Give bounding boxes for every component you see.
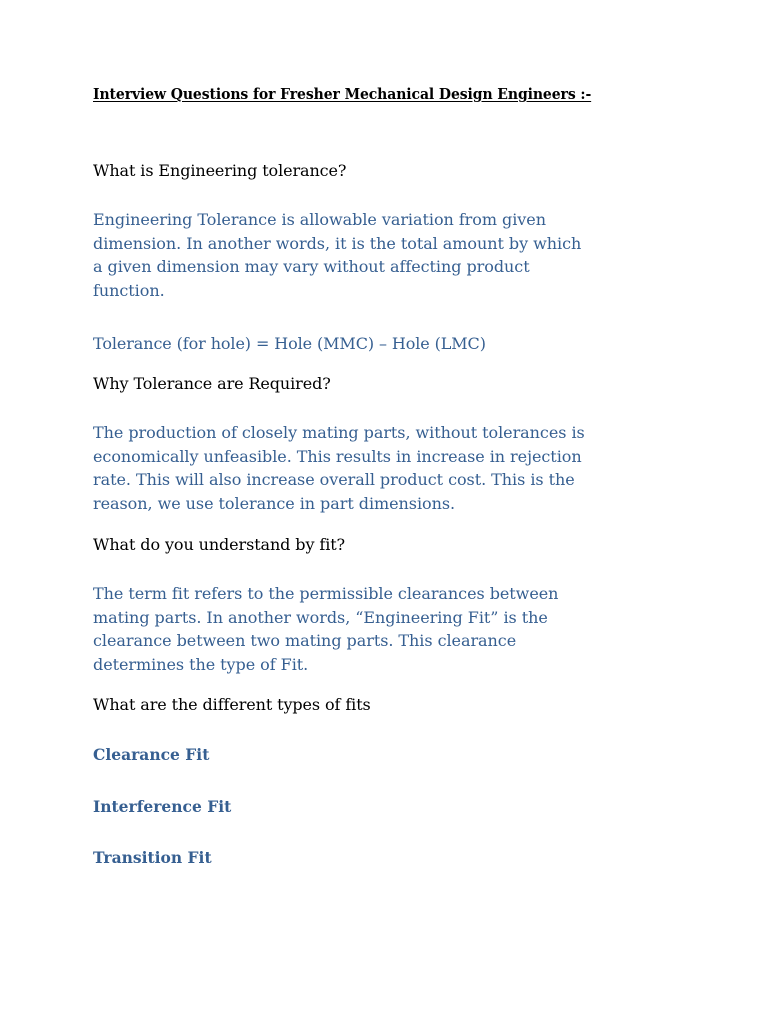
answer-line: function. <box>93 281 165 301</box>
answer-understand-fit <box>93 582 558 677</box>
answer-line: clearance between two mating parts. This clearance <box>93 631 517 651</box>
answer-line: dimension. In another words, it is the total amount by which <box>93 233 582 253</box>
answer-line: rate. This will also increase overall product cost. This is the <box>93 470 575 490</box>
question-understand-fit: What do you understand by fit? <box>93 535 346 554</box>
answer-line: determines the type of Fit. <box>93 655 309 675</box>
fit-type-interference: Interference Fit <box>93 797 232 816</box>
answer-line: The term fit refers to the permissible clearances between <box>93 584 559 603</box>
document-title: Interview Questions for Fresher Mechanical Design Engineers :- <box>93 86 592 103</box>
answer-why-tolerance <box>93 421 585 516</box>
answer-line: reason, we use tolerance in part dimensions. <box>93 494 456 514</box>
question-types-of-fits: What are the different types of fits <box>93 695 371 714</box>
fit-type-clearance: Clearance Fit <box>93 745 210 764</box>
fit-type-transition: Transition Fit <box>93 848 212 867</box>
answer-line: Engineering Tolerance is allowable variation from given <box>93 210 546 229</box>
answer-line: mating parts. In another words, “Engineering Fit” is the <box>93 607 548 627</box>
question-why-tolerance: Why Tolerance are Required? <box>93 374 331 393</box>
answer-line: The production of closely mating parts, without tolerances is <box>93 423 585 442</box>
question-engineering-tolerance: What is Engineering tolerance? <box>93 161 347 180</box>
answer-line: a given dimension may vary without affecting product <box>93 257 530 277</box>
answer-line: economically unfeasible. This results in increase in rejection <box>93 446 582 466</box>
answer-engineering-tolerance <box>93 208 581 303</box>
tolerance-formula: Tolerance (for hole) = Hole (MMC) – Hole (LMC) <box>93 334 486 353</box>
